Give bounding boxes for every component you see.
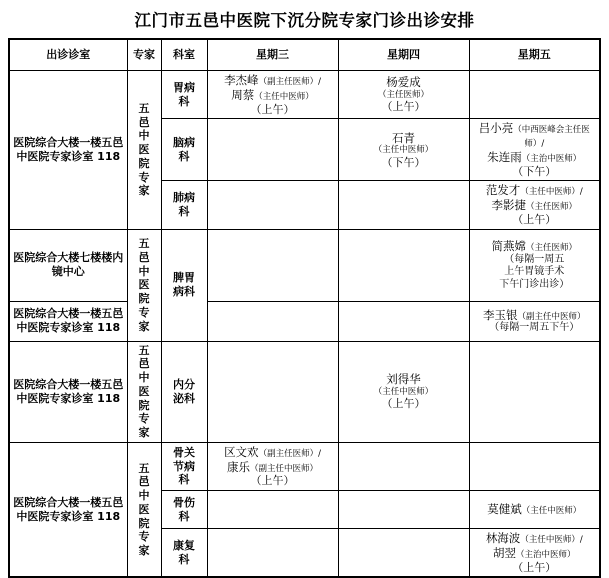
slot-neifenmi-thu: 刘得华 （主任中医师） （上午） (338, 341, 469, 442)
schedule-table (8, 38, 601, 578)
slot-gu-fri-empty (469, 442, 600, 490)
table-row (9, 341, 600, 442)
room-cell-2: 医院综合大楼七楼楼内镜中心 (9, 229, 127, 301)
dept-cell-gushang: 骨伤科 (161, 491, 207, 529)
slot-piwei-fri: 简燕嫦（主任医师） （每隔一周五 上午胃镜手术 下午门诊出诊） (469, 229, 600, 301)
slot-nao-thu: 石青 （主任中医师） （下午） (338, 119, 469, 181)
slot-wei-wed: 李杰峰（副主任医师）/ 周蔡（主任中医师） （上午） (207, 71, 338, 119)
dept-cell-wei: 胃病科 (161, 71, 207, 119)
slot-nao-wed-empty (207, 119, 338, 181)
header-room: 出诊诊室 (9, 39, 127, 71)
dept-cell-piwei: 脾胃病科 (161, 229, 207, 341)
slot-nao-fri: 吕小亮（中西医峰会主任医师）/ 朱连雨（主治中医师） （下午） (469, 119, 600, 181)
table-row (9, 71, 600, 119)
dept-cell-kangfu: 康复科 (161, 529, 207, 578)
expert-cell-3: 五邑中医院专家 (127, 341, 161, 442)
expert-cell-2: 五邑中医院专家 (127, 229, 161, 341)
dept-cell-guguanjie: 骨关节病科 (161, 442, 207, 490)
table-row (9, 301, 600, 341)
slot-fei-fri: 范发才（主任中医师）/ 李影捷（主任医师） （上午） (469, 181, 600, 229)
header-wednesday: 星期三 (207, 39, 338, 71)
room-cell-4: 医院综合大楼一楼五邑中医院专家诊室 118 (9, 442, 127, 577)
slot-fei-thu-empty (338, 181, 469, 229)
slot-neifenmi-fri-empty (469, 341, 600, 442)
slot-gu-thu-empty (338, 442, 469, 490)
header-expert: 专家 (127, 39, 161, 71)
expert-label: 五邑中医院专家 (138, 101, 150, 198)
slot-kangfu-thu-empty (338, 529, 469, 578)
header-friday: 星期五 (469, 39, 600, 71)
slot-kangfu-wed-empty (207, 529, 338, 578)
dept-cell-fei: 肺病科 (161, 181, 207, 229)
slot-gu-wed: 区文欢（副主任医师）/ 康乐（副主任中医师） （上午） (207, 442, 338, 490)
slot-piwei-thu-empty (338, 229, 469, 301)
slot-fei-wed-empty (207, 181, 338, 229)
table-header-row (9, 39, 600, 71)
table-row (9, 229, 600, 301)
expert-cell-1 (127, 71, 161, 230)
slot-piwei-fri-2: 李玉银（副主任中医师） （每隔一周五下午） (469, 301, 600, 341)
dept-cell-nao: 脑病科 (161, 119, 207, 181)
slot-gushang-wed-empty (207, 491, 338, 529)
slot-piwei2-wed-empty (207, 301, 338, 341)
slot-wei-fri-empty (469, 71, 600, 119)
header-thursday: 星期四 (338, 39, 469, 71)
slot-kangfu-fri: 林海波（主任中医师）/ 胡翌（主治中医师） （上午） (469, 529, 600, 578)
room-cell-3: 医院综合大楼一楼五邑中医院专家诊室 118 (9, 301, 127, 341)
header-dept: 科室 (161, 39, 207, 71)
slot-gushang-thu-empty (338, 491, 469, 529)
room-cell-3b: 医院综合大楼一楼五邑中医院专家诊室 118 (9, 341, 127, 442)
slot-piwei2-thu-empty (338, 301, 469, 341)
slot-gushang-fri: 莫健斌（主任中医师） (469, 491, 600, 529)
expert-cell-4: 五邑中医院专家 (127, 442, 161, 577)
slot-piwei-wed-empty (207, 229, 338, 301)
page-title: 江门市五邑中医院下沉分院专家门诊出诊安排 (134, 11, 475, 30)
slot-wei-thu: 杨爱成 （主任医师） （上午） (338, 71, 469, 119)
slot-neifenmi-wed-empty (207, 341, 338, 442)
room-cell-1: 医院综合大楼一楼五邑中医院专家诊室 118 (9, 71, 127, 230)
table-row (9, 442, 600, 490)
dept-cell-neifenmi: 内分泌科 (161, 341, 207, 442)
